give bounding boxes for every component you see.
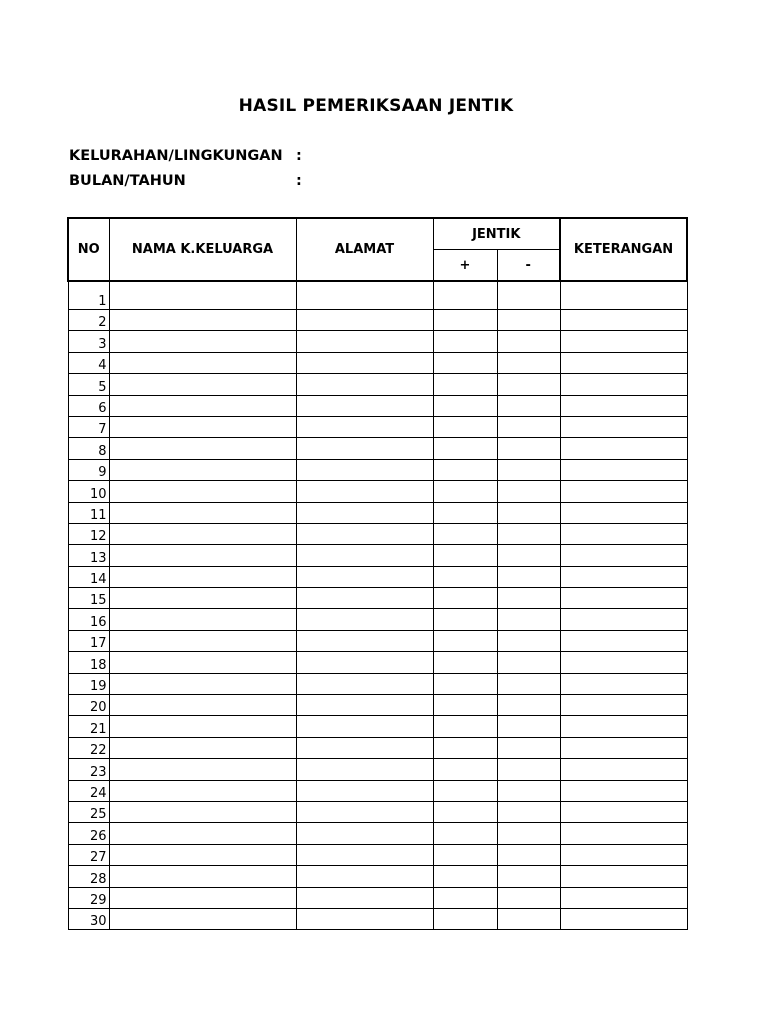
nama-cell[interactable] — [109, 281, 296, 310]
header-no: NO — [68, 218, 109, 281]
jentik-minus-cell[interactable] — [497, 281, 560, 310]
row-number: 22 — [68, 737, 109, 758]
jentik-plus-cell[interactable] — [433, 908, 497, 929]
alamat-cell[interactable] — [296, 566, 433, 587]
keterangan-cell[interactable] — [560, 630, 687, 651]
table-row — [68, 652, 687, 673]
table-row — [68, 523, 687, 544]
table-row — [68, 374, 687, 395]
keterangan-cell[interactable] — [560, 716, 687, 737]
jentik-plus-cell[interactable] — [433, 545, 497, 566]
table-row — [68, 310, 687, 331]
table-row — [68, 545, 687, 566]
jentik-plus-cell[interactable] — [433, 588, 497, 609]
nama-cell[interactable] — [109, 673, 296, 694]
jentik-minus-cell[interactable] — [497, 695, 560, 716]
alamat-cell[interactable] — [296, 416, 433, 437]
table-row — [68, 609, 687, 630]
row-number: 7 — [68, 416, 109, 437]
jentik-plus-cell[interactable] — [433, 801, 497, 822]
jentik-plus-cell[interactable] — [433, 823, 497, 844]
jentik-plus-cell[interactable] — [433, 866, 497, 887]
keterangan-cell[interactable] — [560, 545, 687, 566]
nama-cell[interactable] — [109, 310, 296, 331]
keterangan-cell[interactable] — [560, 737, 687, 758]
alamat-cell[interactable] — [296, 780, 433, 801]
jentik-plus-cell[interactable] — [433, 673, 497, 694]
alamat-cell[interactable] — [296, 630, 433, 651]
nama-cell[interactable] — [109, 416, 296, 437]
table-row — [68, 459, 687, 480]
alamat-cell[interactable] — [296, 374, 433, 395]
table-row — [68, 844, 687, 865]
jentik-plus-cell[interactable] — [433, 566, 497, 587]
jentik-minus-cell[interactable] — [497, 823, 560, 844]
nama-cell[interactable] — [109, 695, 296, 716]
keterangan-cell[interactable] — [560, 844, 687, 865]
row-number: 20 — [68, 695, 109, 716]
keterangan-cell[interactable] — [560, 609, 687, 630]
bulan-tahun-colon: : — [296, 173, 302, 189]
jentik-plus-cell[interactable] — [433, 310, 497, 331]
row-number: 12 — [68, 523, 109, 544]
jentik-minus-cell[interactable] — [497, 416, 560, 437]
jentik-plus-cell[interactable] — [433, 352, 497, 373]
jentik-minus-cell[interactable] — [497, 630, 560, 651]
alamat-cell[interactable] — [296, 887, 433, 908]
alamat-cell[interactable] — [296, 652, 433, 673]
keterangan-cell[interactable] — [560, 459, 687, 480]
page-title: HASIL PEMERIKSAAN JENTIK — [238, 96, 514, 116]
row-number: 18 — [68, 652, 109, 673]
row-number: 25 — [68, 801, 109, 822]
alamat-cell[interactable] — [296, 459, 433, 480]
table-row — [68, 759, 687, 780]
alamat-cell[interactable] — [296, 609, 433, 630]
table-row — [68, 908, 687, 929]
jentik-minus-cell[interactable] — [497, 887, 560, 908]
jentik-plus-cell[interactable] — [433, 695, 497, 716]
nama-cell[interactable] — [109, 481, 296, 502]
row-number: 28 — [68, 866, 109, 887]
jentik-minus-cell[interactable] — [497, 737, 560, 758]
nama-cell[interactable] — [109, 609, 296, 630]
table-row — [68, 866, 687, 887]
table-row — [68, 481, 687, 502]
jentik-minus-cell[interactable] — [497, 374, 560, 395]
row-number: 2 — [68, 310, 109, 331]
alamat-cell[interactable] — [296, 545, 433, 566]
nama-cell[interactable] — [109, 887, 296, 908]
alamat-cell[interactable] — [296, 673, 433, 694]
table-row — [68, 588, 687, 609]
table-row — [68, 716, 687, 737]
alamat-cell[interactable] — [296, 759, 433, 780]
table-row — [68, 502, 687, 523]
alamat-cell[interactable] — [296, 281, 433, 310]
kelurahan-label: KELURAHAN/LINGKUNGAN — [69, 148, 283, 164]
alamat-cell[interactable] — [296, 395, 433, 416]
jentik-minus-cell[interactable] — [497, 673, 560, 694]
keterangan-cell[interactable] — [560, 502, 687, 523]
row-number: 13 — [68, 545, 109, 566]
row-number: 4 — [68, 352, 109, 373]
jentik-minus-cell[interactable] — [497, 352, 560, 373]
nama-cell[interactable] — [109, 331, 296, 352]
nama-cell[interactable] — [109, 438, 296, 459]
alamat-cell[interactable] — [296, 737, 433, 758]
nama-cell[interactable] — [109, 780, 296, 801]
alamat-cell[interactable] — [296, 823, 433, 844]
jentik-plus-cell[interactable] — [433, 737, 497, 758]
nama-cell[interactable] — [109, 844, 296, 865]
header-jentik: JENTIK — [433, 218, 560, 250]
keterangan-cell[interactable] — [560, 281, 687, 310]
keterangan-cell[interactable] — [560, 801, 687, 822]
jentik-minus-cell[interactable] — [497, 780, 560, 801]
nama-cell[interactable] — [109, 502, 296, 523]
jentik-minus-cell[interactable] — [497, 310, 560, 331]
nama-cell[interactable] — [109, 908, 296, 929]
row-number: 21 — [68, 716, 109, 737]
alamat-cell[interactable] — [296, 908, 433, 929]
row-number: 11 — [68, 502, 109, 523]
header-jentik-plus: + — [433, 250, 497, 282]
table-row — [68, 737, 687, 758]
jentik-plus-cell[interactable] — [433, 759, 497, 780]
nama-cell[interactable] — [109, 630, 296, 651]
row-number: 17 — [68, 630, 109, 651]
header-keterangan: KETERANGAN — [560, 218, 687, 281]
jentik-plus-cell[interactable] — [433, 652, 497, 673]
table-row — [68, 416, 687, 437]
table-row — [68, 331, 687, 352]
nama-cell[interactable] — [109, 737, 296, 758]
jentik-plus-cell[interactable] — [433, 630, 497, 651]
row-number: 19 — [68, 673, 109, 694]
table-row — [68, 395, 687, 416]
jentik-plus-cell[interactable] — [433, 887, 497, 908]
alamat-cell[interactable] — [296, 352, 433, 373]
alamat-cell[interactable] — [296, 310, 433, 331]
nama-cell[interactable] — [109, 566, 296, 587]
header-jentik-minus: - — [497, 250, 560, 282]
jentik-minus-cell[interactable] — [497, 908, 560, 929]
nama-cell[interactable] — [109, 545, 296, 566]
alamat-cell[interactable] — [296, 716, 433, 737]
table-row — [68, 566, 687, 587]
keterangan-cell[interactable] — [560, 310, 687, 331]
jentik-plus-cell[interactable] — [433, 374, 497, 395]
keterangan-cell[interactable] — [560, 759, 687, 780]
keterangan-cell[interactable] — [560, 481, 687, 502]
jentik-plus-cell[interactable] — [433, 716, 497, 737]
alamat-cell[interactable] — [296, 481, 433, 502]
alamat-cell[interactable] — [296, 502, 433, 523]
nama-cell[interactable] — [109, 588, 296, 609]
table-row — [68, 823, 687, 844]
keterangan-cell[interactable] — [560, 695, 687, 716]
jentik-plus-cell[interactable] — [433, 780, 497, 801]
keterangan-cell[interactable] — [560, 652, 687, 673]
nama-cell[interactable] — [109, 523, 296, 544]
alamat-cell[interactable] — [296, 588, 433, 609]
table-row — [68, 630, 687, 651]
nama-cell[interactable] — [109, 374, 296, 395]
keterangan-cell[interactable] — [560, 866, 687, 887]
row-number: 15 — [68, 588, 109, 609]
jentik-plus-cell[interactable] — [433, 281, 497, 310]
jentik-plus-cell[interactable] — [433, 609, 497, 630]
jentik-plus-cell[interactable] — [433, 459, 497, 480]
jentik-plus-cell[interactable] — [433, 523, 497, 544]
alamat-cell[interactable] — [296, 331, 433, 352]
alamat-cell[interactable] — [296, 801, 433, 822]
keterangan-cell[interactable] — [560, 395, 687, 416]
keterangan-cell[interactable] — [560, 673, 687, 694]
jentik-minus-cell[interactable] — [497, 438, 560, 459]
nama-cell[interactable] — [109, 801, 296, 822]
row-number: 10 — [68, 481, 109, 502]
keterangan-cell[interactable] — [560, 374, 687, 395]
nama-cell[interactable] — [109, 866, 296, 887]
keterangan-cell[interactable] — [560, 352, 687, 373]
table-row — [68, 780, 687, 801]
nama-cell[interactable] — [109, 652, 296, 673]
keterangan-cell[interactable] — [560, 823, 687, 844]
jentik-minus-cell[interactable] — [497, 801, 560, 822]
jentik-minus-cell[interactable] — [497, 866, 560, 887]
jentik-plus-cell[interactable] — [433, 395, 497, 416]
jentik-minus-cell[interactable] — [497, 481, 560, 502]
table-row — [68, 438, 687, 459]
table-row — [68, 695, 687, 716]
nama-cell[interactable] — [109, 716, 296, 737]
bulan-tahun-label: BULAN/TAHUN — [69, 173, 186, 189]
nama-cell[interactable] — [109, 352, 296, 373]
jentik-minus-cell[interactable] — [497, 609, 560, 630]
row-number: 9 — [68, 459, 109, 480]
alamat-cell[interactable] — [296, 438, 433, 459]
keterangan-cell[interactable] — [560, 566, 687, 587]
jentik-minus-cell[interactable] — [497, 331, 560, 352]
jentik-plus-cell[interactable] — [433, 481, 497, 502]
row-number: 23 — [68, 759, 109, 780]
row-number: 29 — [68, 887, 109, 908]
keterangan-cell[interactable] — [560, 588, 687, 609]
table-row — [68, 673, 687, 694]
jentik-minus-cell[interactable] — [497, 523, 560, 544]
header-nama: NAMA K.KELUARGA — [109, 218, 296, 281]
table-body — [68, 281, 687, 930]
header-alamat: ALAMAT — [296, 218, 433, 281]
row-number: 1 — [68, 281, 109, 310]
jentik-minus-cell[interactable] — [497, 395, 560, 416]
row-number: 26 — [68, 823, 109, 844]
table-row — [68, 801, 687, 822]
jentik-minus-cell[interactable] — [497, 652, 560, 673]
row-number: 24 — [68, 780, 109, 801]
nama-cell[interactable] — [109, 459, 296, 480]
alamat-cell[interactable] — [296, 523, 433, 544]
keterangan-cell[interactable] — [560, 887, 687, 908]
alamat-cell[interactable] — [296, 844, 433, 865]
jentik-minus-cell[interactable] — [497, 545, 560, 566]
keterangan-cell[interactable] — [560, 438, 687, 459]
inspection-table — [67, 217, 688, 930]
jentik-plus-cell[interactable] — [433, 844, 497, 865]
keterangan-cell[interactable] — [560, 523, 687, 544]
jentik-minus-cell[interactable] — [497, 716, 560, 737]
kelurahan-row — [69, 148, 302, 164]
nama-cell[interactable] — [109, 395, 296, 416]
keterangan-cell[interactable] — [560, 416, 687, 437]
kelurahan-colon: : — [296, 148, 302, 164]
alamat-cell[interactable] — [296, 866, 433, 887]
jentik-plus-cell[interactable] — [433, 331, 497, 352]
keterangan-cell[interactable] — [560, 780, 687, 801]
jentik-minus-cell[interactable] — [497, 566, 560, 587]
jentik-plus-cell[interactable] — [433, 438, 497, 459]
jentik-minus-cell[interactable] — [497, 844, 560, 865]
jentik-minus-cell[interactable] — [497, 588, 560, 609]
jentik-minus-cell[interactable] — [497, 459, 560, 480]
nama-cell[interactable] — [109, 823, 296, 844]
bulan-tahun-row — [69, 173, 302, 189]
row-number: 27 — [68, 844, 109, 865]
jentik-plus-cell[interactable] — [433, 416, 497, 437]
jentik-minus-cell[interactable] — [497, 502, 560, 523]
row-number: 3 — [68, 331, 109, 352]
row-number: 14 — [68, 566, 109, 587]
row-number: 30 — [68, 908, 109, 929]
row-number: 5 — [68, 374, 109, 395]
row-number: 6 — [68, 395, 109, 416]
table-row — [68, 887, 687, 908]
keterangan-cell[interactable] — [560, 331, 687, 352]
alamat-cell[interactable] — [296, 695, 433, 716]
nama-cell[interactable] — [109, 759, 296, 780]
jentik-minus-cell[interactable] — [497, 759, 560, 780]
jentik-plus-cell[interactable] — [433, 502, 497, 523]
keterangan-cell[interactable] — [560, 908, 687, 929]
table-row — [68, 352, 687, 373]
row-number: 16 — [68, 609, 109, 630]
table-row — [68, 281, 687, 310]
row-number: 8 — [68, 438, 109, 459]
